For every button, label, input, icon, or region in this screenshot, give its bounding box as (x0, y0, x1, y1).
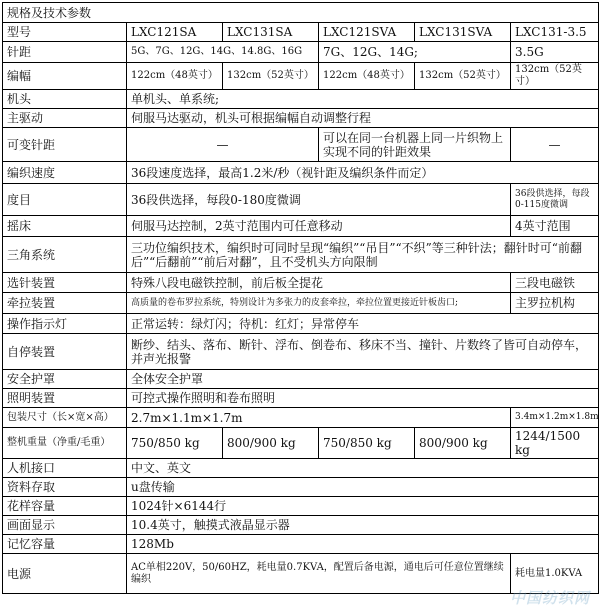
row-gauge (3, 42, 599, 63)
weight-cell: 750/850 kg (319, 428, 415, 459)
pattern-value: 1024针×6144行 (127, 497, 599, 516)
autostop-value: 断纱、结头、落布、断针、浮布、倒卷布、移床不当、撞针、片数终了皆可自动停车，并声光报警 (127, 334, 599, 370)
weight-cell: 750/850 kg (127, 428, 223, 459)
row-selection (3, 273, 599, 293)
row-autostop (3, 334, 599, 370)
gauge-value: 3.5G (511, 42, 599, 63)
row-takedown (3, 293, 599, 314)
weight-label: 整机重量（净重/毛重） (3, 428, 127, 459)
model-cell: LXC121SA (127, 23, 223, 42)
variable-gauge-value: — (511, 128, 599, 162)
racking-label: 摇床 (3, 216, 127, 237)
autostop-label: 自停装置 (3, 334, 127, 370)
row-stitch (3, 184, 599, 216)
model-cell: LXC131SA (223, 23, 319, 42)
power-label: 电源 (3, 554, 127, 594)
drive-label: 主驱动 (3, 109, 127, 128)
row-model (3, 23, 599, 42)
lighting-value: 可控式操作照明和卷布照明 (127, 389, 599, 408)
takedown-label: 牵拉装置 (3, 293, 127, 314)
row-display (3, 516, 599, 535)
variable-gauge-label: 可变针距 (3, 128, 127, 162)
gauge-value: 5G、7G、12G、14G、14.8G、16G (127, 42, 319, 63)
gauge-value: 7G、12G、14G; (319, 42, 511, 63)
lighting-label: 照明装置 (3, 389, 127, 408)
pattern-label: 花样容量 (3, 497, 127, 516)
drive-value: 伺服马达驱动，机头可根据编幅自动调整行程 (127, 109, 599, 128)
package-value: 3.4m×1.2m×1.8m (511, 408, 599, 428)
weight-cell: 1244/1500 kg (511, 428, 599, 459)
watermark: 中国纺织网 (510, 587, 590, 608)
stitch-label: 度目 (3, 184, 127, 216)
row-speed (3, 162, 599, 184)
table-title: 规格及技术参数 (3, 3, 599, 23)
row-width (3, 63, 599, 90)
width-cell: 122cm（48英寸） (127, 63, 223, 90)
model-cell: LXC131SVA (415, 23, 511, 42)
power-value: 耗电量1.0KVA (511, 554, 599, 594)
indicator-label: 操作指示灯 (3, 314, 127, 334)
stitch-value: 36段供选择，每段0-115度微调 (511, 184, 599, 216)
row-interface (3, 459, 599, 478)
width-cell: 132cm（52英寸） (415, 63, 511, 90)
width-cell: 132cm（52英寸） (223, 63, 319, 90)
storage-value: u盘传输 (127, 478, 599, 497)
title-row (3, 3, 599, 23)
interface-label: 人机接口 (3, 459, 127, 478)
row-safety (3, 370, 599, 389)
model-cell: LXC131-3.5 (511, 23, 599, 42)
width-cell: 122cm（48英寸） (319, 63, 415, 90)
variable-gauge-value: — (127, 128, 319, 162)
row-storage (3, 478, 599, 497)
selection-value: 特殊八段电磁铁控制，前后板全提花 (127, 273, 511, 293)
row-pattern (3, 497, 599, 516)
display-label: 画面显示 (3, 516, 127, 535)
power-value: AC单相220V，50/60HZ，耗电量0.7KVA，配置后备电源，通电后可任意位置继续编织 (127, 554, 511, 594)
row-package (3, 408, 599, 428)
package-label: 包装尺寸（长×宽×高） (3, 408, 127, 428)
safety-label: 安全护罩 (3, 370, 127, 389)
selection-label: 选针装置 (3, 273, 127, 293)
row-drive (3, 109, 599, 128)
stitch-value: 36段供选择，每段0-180度微调 (127, 184, 511, 216)
model-cell: LXC121SVA (319, 23, 415, 42)
safety-value: 全体安全护罩 (127, 370, 599, 389)
variable-gauge-value: 可以在同一台机器上同一片织物上实现不同的针距效果 (319, 128, 511, 162)
memory-label: 记忆容量 (3, 535, 127, 554)
interface-value: 中文、英文 (127, 459, 599, 478)
speed-value: 36段速度选择，最高1.2米/秒（视针距及编织条件而定） (127, 162, 599, 184)
indicator-value: 正常运转：绿灯闪；待机：红灯；异常停车 (127, 314, 599, 334)
model-label: 型号 (3, 23, 127, 42)
cam-value: 三功位编织技术，编织时可同时呈现“编织”“吊目”“不织”等三种针法；翻针时可“前翻后”“后翻前”“前后对翻”，且不受机头方向限制 (127, 237, 599, 273)
takedown-value: 主罗拉机构 (511, 293, 599, 314)
takedown-value: 高质量的卷布罗拉系统，特别设计为多张力的皮套牵拉，牵拉位置更接近针板齿口; (127, 293, 511, 314)
row-racking (3, 216, 599, 237)
head-value: 单机头、单系统; (127, 90, 599, 109)
width-cell: 132cm（52英寸） (511, 63, 599, 90)
selection-value: 三段电磁铁 (511, 273, 599, 293)
weight-cell: 800/900 kg (415, 428, 511, 459)
storage-label: 资料存取 (3, 478, 127, 497)
row-weight (3, 428, 599, 459)
row-variable-gauge (3, 128, 599, 162)
row-memory (3, 535, 599, 554)
spec-table (2, 2, 599, 594)
cam-label: 三角系统 (3, 237, 127, 273)
package-value: 2.7m×1.1m×1.7m (127, 408, 511, 428)
display-value: 10.4英寸，触摸式液晶显示器 (127, 516, 599, 535)
row-indicator (3, 314, 599, 334)
racking-value: 伺服马达控制，2英寸范围内可任意移动 (127, 216, 511, 237)
head-label: 机头 (3, 90, 127, 109)
racking-value: 4英寸范围 (511, 216, 599, 237)
row-lighting (3, 389, 599, 408)
weight-cell: 800/900 kg (223, 428, 319, 459)
gauge-label: 针距 (3, 42, 127, 63)
row-head (3, 90, 599, 109)
width-label: 编幅 (3, 63, 127, 90)
memory-value: 128Mb (127, 535, 599, 554)
row-cam (3, 237, 599, 273)
speed-label: 编织速度 (3, 162, 127, 184)
